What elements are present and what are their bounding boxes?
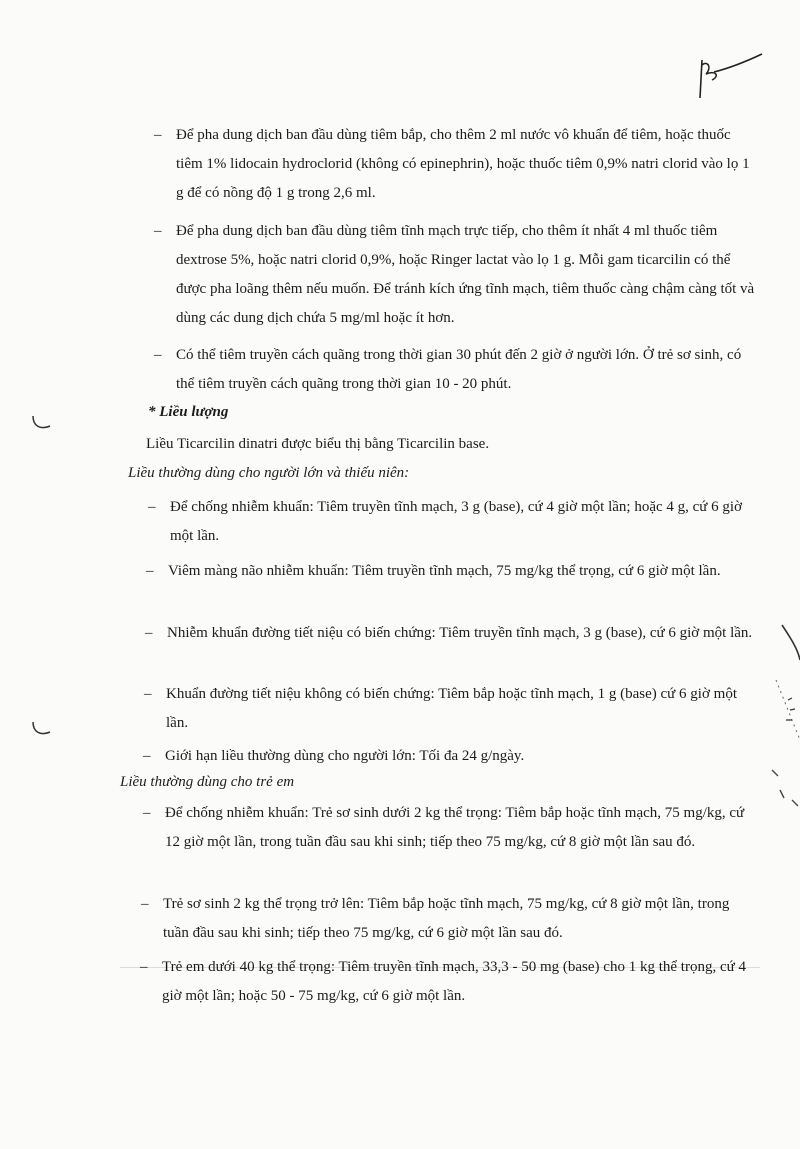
child-dose-item [140, 953, 757, 1011]
child-dose-text: Trẻ em dưới 40 kg thể trọng: Tiêm truyền tĩnh mạch, 33,3 - 50 mg (base) cho 1 kg thể trọng, cứ 4 giờ một lần; hoặc 50 - 75 mg/kg, cứ 6 giờ một lần. [162, 959, 746, 1004]
punch-hole-mark [30, 720, 52, 738]
bullet-dash: – [143, 805, 151, 821]
bullet-dash: – [140, 959, 148, 975]
adult-dose-item [143, 742, 745, 771]
intro-note: Liều Ticarcilin dinatri được biểu thị bằng Ticarcilin base. [146, 436, 490, 452]
punch-hole-mark [30, 414, 52, 432]
bullet-dash: – [141, 896, 149, 912]
preparation-item-text: Để pha dung dịch ban đầu dùng tiêm tĩnh mạch trực tiếp, cho thêm ít nhất 4 ml thuốc tiêm dextrose 5%, hoặc natri clorid 0,9%, hoặc Ringer lactat vào lọ 1 g. Mỗi gam ticarcilin có thể được pha loãng thêm nếu muốn. Để tránh kích ứng tĩnh mạch, tiêm thuốc càng chậm càng tốt và dùng các dung dịch chứa 5 mg/ml hoặc ít hơn. [176, 223, 755, 326]
adult-dose-text: Để chống nhiễm khuẩn: Tiêm truyền tĩnh mạch, 3 g (base), cứ 4 giờ một lần; hoặc 4 g, cứ 6 giờ một lần. [170, 499, 743, 544]
bullet-dash: – [148, 499, 156, 515]
preparation-item-text: Có thể tiêm truyền cách quãng trong thời gian 30 phút đến 2 giờ ở người lớn. Ở trẻ sơ sinh, có thể tiêm truyền cách quãng trong thời gian 10 - 20 phút. [176, 347, 742, 392]
handwritten-initials [690, 40, 770, 110]
bullet-dash: – [145, 625, 153, 641]
subheading-child: Liều thường dùng cho trẻ em [120, 774, 295, 790]
bullet-dash: – [146, 563, 154, 579]
bullet-dash: – [154, 127, 162, 143]
preparation-item-text: Để pha dung dịch ban đầu dùng tiêm bắp, cho thêm 2 ml nước vô khuẩn để tiêm, hoặc thuốc tiêm 1% lidocain hydroclorid (không có epinephrin), hoặc thuốc tiêm 0,9% natri clorid vào lọ 1 g để có nồng độ 1 g trong 2,6 ml. [176, 127, 750, 201]
adult-dose-item [146, 557, 748, 586]
adult-dose-item [148, 493, 750, 551]
section-heading: * Liều lượng [148, 404, 229, 420]
adult-dose-item [145, 619, 757, 648]
preparation-item [154, 121, 751, 208]
bullet-dash: – [143, 748, 151, 764]
preparation-item [154, 341, 761, 399]
adult-dose-text: Giới hạn liều thường dùng cho người lớn: Tối đa 24 g/ngày. [165, 748, 525, 764]
adult-dose-item [144, 680, 756, 738]
bullet-dash: – [154, 347, 162, 363]
bullet-dash: – [144, 686, 152, 702]
child-dose-text: Để chống nhiễm khuẩn: Trẻ sơ sinh dưới 2 kg thể trọng: Tiêm bắp hoặc tĩnh mạch, 75 mg/kg, cứ 12 giờ một lần, trong tuần đầu sau khi sinh; tiếp theo 75 mg/kg, cứ 8 giờ một lần sau đó. [165, 805, 745, 850]
fold-line [120, 967, 760, 968]
child-dose-item [143, 799, 755, 857]
bullet-dash: – [154, 223, 162, 239]
adult-dose-text: Viêm màng não nhiễm khuẩn: Tiêm truyền tĩnh mạch, 75 mg/kg thể trọng, cứ 6 giờ một lần. [168, 563, 721, 579]
subheading-adult: Liều thường dùng cho người lớn và thiếu niên: [128, 465, 410, 481]
child-dose-text: Trẻ sơ sinh 2 kg thể trọng trở lên: Tiêm bắp hoặc tĩnh mạch, 75 mg/kg, cứ 8 giờ một lần, trong tuần đầu sau khi sinh; tiếp theo 75 mg/kg, cứ 6 giờ một lần sau đó. [163, 896, 730, 941]
partial-stamp [762, 620, 800, 820]
preparation-item [154, 217, 756, 333]
adult-dose-text: Khuẩn đường tiết niệu không có biến chứng: Tiêm bắp hoặc tĩnh mạch, 1 g (base) cứ 6 giờ một lần. [166, 686, 737, 731]
adult-dose-text: Nhiễm khuẩn đường tiết niệu có biến chứng: Tiêm truyền tĩnh mạch, 3 g (base), cứ 6 giờ một lần. [167, 625, 753, 641]
child-dose-item [141, 890, 753, 948]
